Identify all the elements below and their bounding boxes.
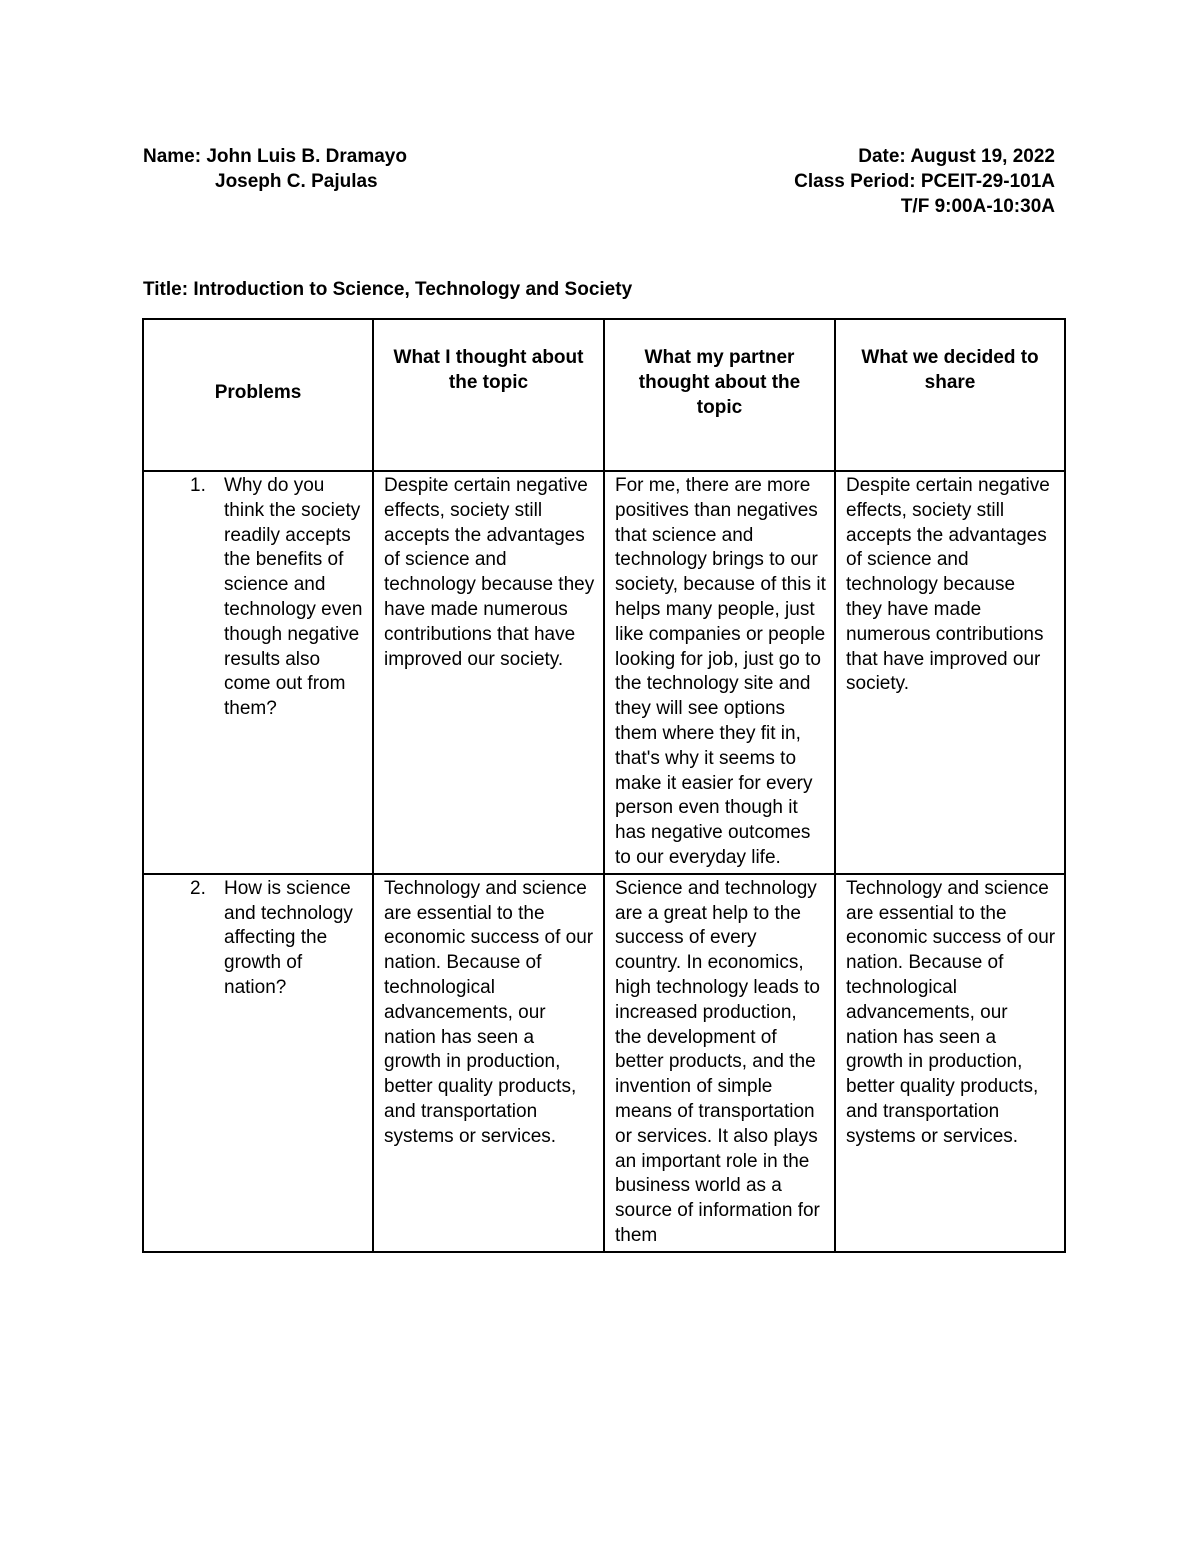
class-period-line: Class Period: PCEIT-29-101A (794, 171, 1055, 192)
header-my-thought: What I thought about the topic (373, 319, 604, 471)
partner-name: Joseph C. Pajulas (215, 171, 378, 192)
activity-table (142, 318, 1066, 1253)
date-class-block (794, 144, 1055, 219)
table-row (143, 471, 1065, 874)
my-thought-cell: Technology and science are essential to the economic success of our nation. Because of technological advancements, our nation has seen a growth in production, better quality products, and transportation systems or services. (373, 874, 604, 1252)
header-partner-thought: What my partner thought about the topic (604, 319, 835, 471)
shared-cell: Technology and science are essential to the economic success of our nation. Because of technological advancements, our nation has seen a growth in production, better quality products, and transportation systems or services. (835, 874, 1065, 1252)
problem-text: How is science and technology affecting the growth of nation? (224, 877, 353, 998)
date-line: Date: August 19, 2022 (858, 146, 1055, 167)
table-row (143, 874, 1065, 1252)
name-block (143, 144, 407, 194)
schedule-line: T/F 9:00A-10:30A (900, 196, 1055, 217)
name-line: Name: John Luis B. Dramayo (143, 146, 407, 167)
partner-thought-cell: For me, there are more positives than negatives that science and technology brings to our society, because of this it helps many people, just like companies or people looking for job, just go to the technology site and they will see options them where they fit in, that's why it seems to make it easier for every person even though it has negative outcomes to our everyday life. (604, 471, 835, 874)
problem-cell (143, 471, 373, 874)
problem-number: 2. (190, 877, 206, 899)
header-shared: What we decided to share (835, 319, 1065, 471)
partner-thought-cell: Science and technology are a great help to the success of every country. In economics, high technology leads to increased production, the development of better products, and the invention of simple means of transportation or services. It also plays an important role in the business world as a source of information for them (604, 874, 835, 1252)
header-problems: Problems (143, 319, 373, 471)
problem-cell (143, 874, 373, 1252)
my-thought-cell: Despite certain negative effects, society still accepts the advantages of science and technology because they have made numerous contributions that have improved our society. (373, 471, 604, 874)
table-header-row (143, 319, 1065, 471)
document-title: Title: Introduction to Science, Technology and Society (143, 279, 633, 300)
problem-number: 1. (190, 475, 206, 496)
shared-cell: Despite certain negative effects, society still accepts the advantages of science and technology because they have made numerous contributions that have improved our society. (835, 471, 1065, 874)
problem-text: Why do you think the society readily accepts the benefits of science and technology even though negative results also come out from them? (224, 475, 363, 720)
